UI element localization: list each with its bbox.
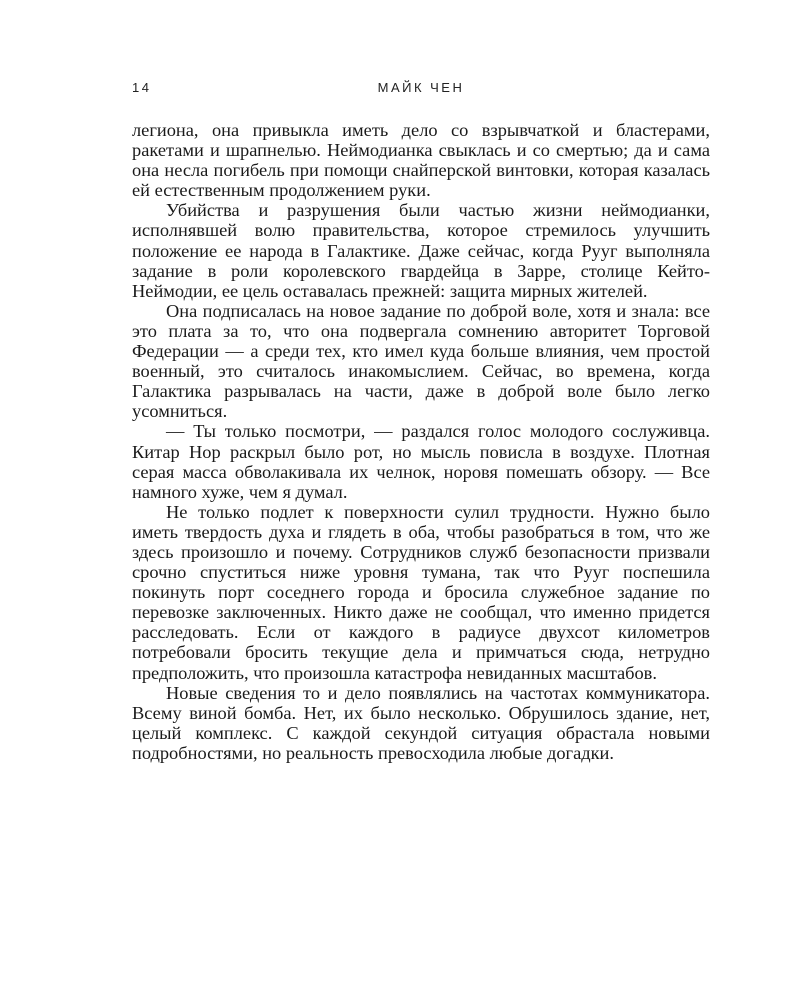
book-author: МАЙК ЧЕН xyxy=(377,80,465,95)
running-head xyxy=(132,80,710,100)
paragraph: Убийства и разрушения были частью жизни неймодианки, исполнявшей волю правительства, которое стремилось улучшить положение ее народа в Галактике. Даже сейчас, когда Рууг выполняла задание в роли королевского гвардейца в Зарре, столице Кейто-Неймодии, ее цель оставалась прежней: защита мирных жителей. xyxy=(132,200,710,301)
page-number: 14 xyxy=(132,80,152,95)
paragraph: Новые сведения то и дело появлялись на частотах коммуникатора. Всему виной бомба. Нет, их было несколько. Обрушилось здание, нет, целый комплекс. С каждой секундой ситуация обрастала новыми подробностями, но реальность превосходила любые догадки. xyxy=(132,682,710,763)
paragraph: — Ты только посмотри, — раздался голос молодого сослуживца. Китар Нор раскрыл было рот, но мысль повисла в воздухе. Плотная серая масса обволакивала их челнок, норовя помешать обзору. — Все намного хуже, чем я думал. xyxy=(132,421,710,502)
paragraph: легиона, она привыкла иметь дело со взрывчаткой и бластерами, ракетами и шрапнелью. Неймодианка свыклась и со смертью; да и сама она несла погибель при помощи снайперской винтовки, которая казалась ей естественным продолжением руки. xyxy=(132,120,710,201)
body-text xyxy=(132,120,710,763)
paragraph: Она подписалась на новое задание по доброй воле, хотя и знала: все это плата за то, что она подвергала сомнению авторитет Торговой Федерации — а среди тех, кто имел куда больше влияния, чем простой военный, это считалось инакомыслием. Сейчас, во времена, когда Галактика разрывалась на части, даже в доброй воле было легко усомниться. xyxy=(132,300,710,422)
paragraph: Не только подлет к поверхности сулил трудности. Нужно было иметь твердость духа и глядеть в оба, чтобы разобраться в том, что же здесь произошло и почему. Сотрудников служб безопасности призвали срочно спуститься ниже уровня тумана, так что Рууг поспешила покинуть порт соседнего города и бросила служебное задание по перевозке заключенных. Никто даже не сообщал, что именно придется расследовать. Если от каждого в радиусе двухсот километров потребовали бросить текущие дела и примчаться сюда, нетрудно предположить, что произошла катастрофа невиданных масштабов. xyxy=(132,501,710,683)
